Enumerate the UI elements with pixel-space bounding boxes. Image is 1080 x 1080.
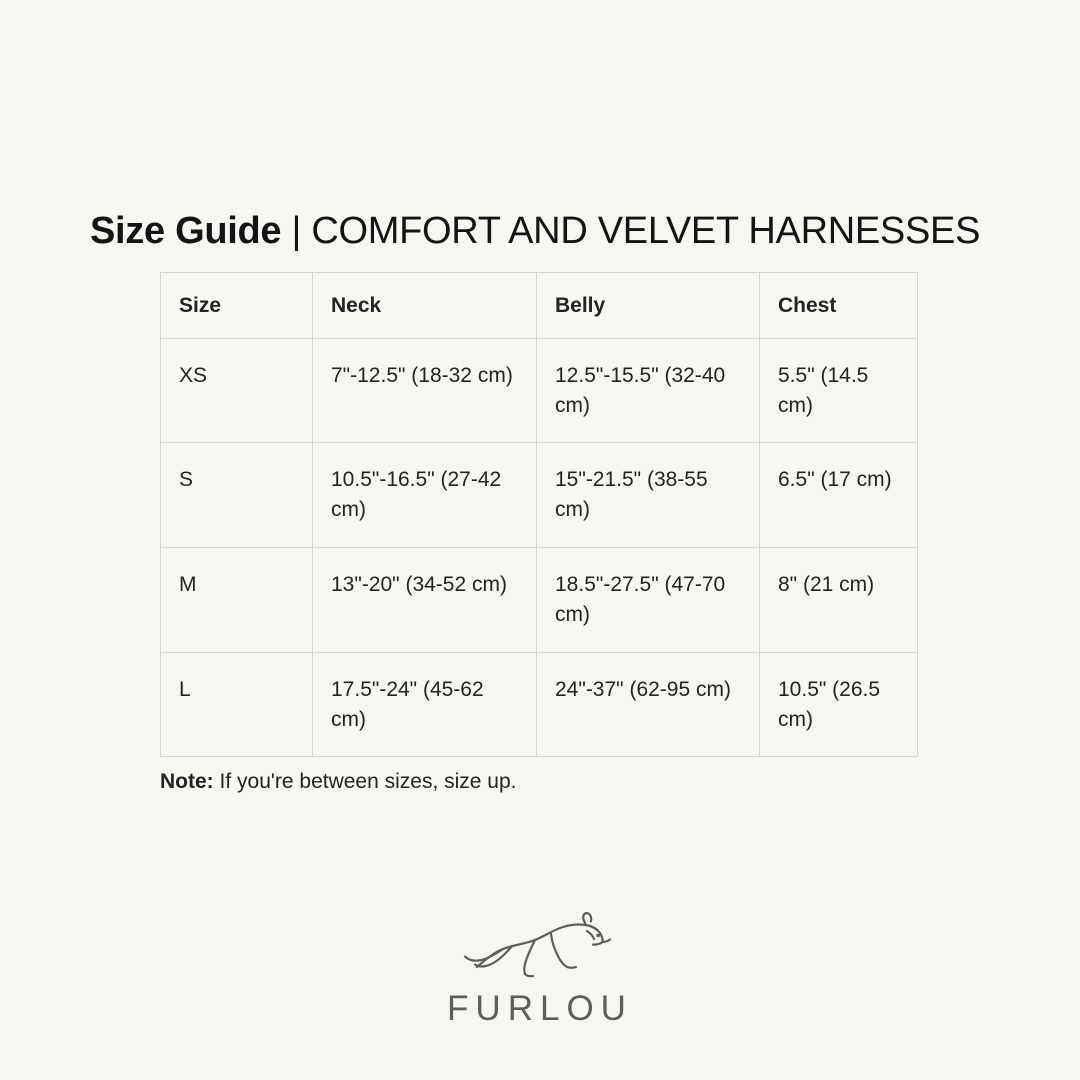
size-table-container [160,272,917,757]
cell-size: XS [161,338,313,443]
cell-belly: 12.5"-15.5" (32-40 cm) [537,338,760,443]
column-header-size: Size [161,273,313,339]
page-title-prefix: Size Guide [90,210,282,252]
cell-neck: 13"-20" (34-52 cm) [313,548,537,653]
table-row [161,548,918,653]
brand-wordmark: FURLOU [447,989,633,1028]
table-row [161,652,918,757]
cell-neck: 10.5"-16.5" (27-42 cm) [313,443,537,548]
cell-belly: 18.5"-27.5" (47-70 cm) [537,548,760,653]
note-text: If you're between sizes, size up. [213,770,517,793]
running-dog-icon [455,905,625,983]
brand-logo [0,905,1080,1029]
cell-neck: 17.5"-24" (45-62 cm) [313,652,537,757]
page-title-separator: | [281,210,312,252]
table-row [161,443,918,548]
cell-neck: 7"-12.5" (18-32 cm) [313,338,537,443]
size-table [160,272,918,757]
cell-belly: 15"-21.5" (38-55 cm) [537,443,760,548]
cell-chest: 10.5" (26.5 cm) [760,652,918,757]
cell-chest: 8" (21 cm) [760,548,918,653]
table-header-row [161,273,918,339]
page-title [90,210,980,253]
note-label: Note: [160,770,214,793]
table-row [161,338,918,443]
column-header-chest: Chest [760,273,918,339]
cell-chest: 5.5" (14.5 cm) [760,338,918,443]
page-title-rest: COMFORT AND VELVET HARNESSES [311,210,981,252]
cell-size: S [161,443,313,548]
cell-size: M [161,548,313,653]
column-header-belly: Belly [537,273,760,339]
cell-size: L [161,652,313,757]
note [160,770,517,794]
column-header-neck: Neck [313,273,537,339]
cell-chest: 6.5" (17 cm) [760,443,918,548]
cell-belly: 24"-37" (62-95 cm) [537,652,760,757]
